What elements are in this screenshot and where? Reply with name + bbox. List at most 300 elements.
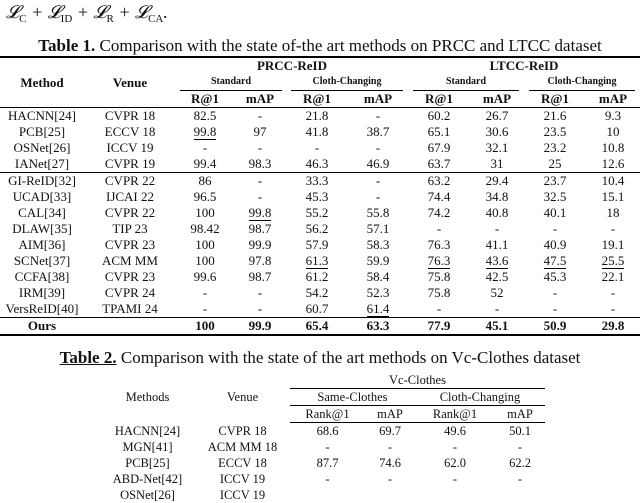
cell-text: 15.1 <box>602 189 625 204</box>
cell-text: 26.7 <box>486 108 509 123</box>
cell-text: - <box>258 285 262 300</box>
table-row <box>0 285 640 301</box>
cell-text: 98.7 <box>249 269 272 284</box>
cell-value <box>176 301 234 318</box>
cell-text: 75.8 <box>428 285 451 300</box>
t2-header-dataset: Vc-Clothes <box>290 372 545 389</box>
header-map: mAP <box>348 91 408 108</box>
cell-text: 57.9 <box>306 237 329 252</box>
cell-value <box>286 269 348 285</box>
cell-value <box>524 221 586 237</box>
cell-value <box>586 173 640 190</box>
cell-text: 45.3 <box>544 269 567 284</box>
cell-value <box>408 253 470 269</box>
cell-text: IRM[39] <box>19 285 65 300</box>
cell-venue <box>84 237 176 253</box>
cell-text: 100 <box>195 253 215 268</box>
header-map: mAP <box>234 91 286 108</box>
cell-value <box>408 124 470 140</box>
cell-text: 60.2 <box>428 108 451 123</box>
header-r1: R@1 <box>176 91 234 108</box>
cell-value <box>348 140 408 156</box>
cell-text: 29.8 <box>602 318 625 333</box>
cell-text: 100 <box>195 205 215 220</box>
cell-text: 97.8 <box>249 253 272 268</box>
cell-value <box>408 173 470 190</box>
cell-text: TPAMI 24 <box>102 301 158 316</box>
cell-value <box>348 253 408 269</box>
cell-text: 32.5 <box>544 189 567 204</box>
cell-text: ECCV 18 <box>105 124 156 139</box>
cell-method: ABD-Net[42] <box>100 471 195 487</box>
cell-value <box>348 318 408 336</box>
table1-body <box>0 108 640 336</box>
cell-text: 56.2 <box>306 221 329 236</box>
cell-text: - <box>315 140 319 155</box>
cell-venue <box>84 173 176 190</box>
loss-subscript-r: R <box>107 13 114 25</box>
cell-value: 50.1 <box>495 423 545 440</box>
cell-text: GI-ReID[32] <box>8 173 76 188</box>
cell-value: - <box>365 471 415 487</box>
cell-value: 62.0 <box>415 455 495 471</box>
cell-value <box>234 237 286 253</box>
table1 <box>0 56 640 336</box>
cell-text: 33.3 <box>306 173 329 188</box>
cell-value <box>408 269 470 285</box>
cell-text: - <box>258 140 262 155</box>
cell-text: - <box>495 221 499 236</box>
cell-value <box>586 124 640 140</box>
table-row-ours <box>0 318 640 336</box>
cell-value <box>286 140 348 156</box>
cell-venue <box>84 285 176 301</box>
cell-text: 99.4 <box>194 156 217 171</box>
t2-header-cloth-changing: Cloth-Changing <box>415 389 545 406</box>
table-row <box>0 237 640 253</box>
cell-text: 23.2 <box>544 140 567 155</box>
cell-value <box>408 108 470 125</box>
cell-value <box>524 318 586 336</box>
cell-method <box>0 221 84 237</box>
cell-value <box>234 189 286 205</box>
cell-value <box>408 221 470 237</box>
cell-text: CVPR 18 <box>105 108 155 123</box>
cell-text: ACM MM <box>102 253 158 268</box>
table-row <box>0 205 640 221</box>
cell-venue <box>84 318 176 336</box>
cell-value <box>348 285 408 301</box>
cell-value <box>365 487 415 503</box>
cell-value <box>234 269 286 285</box>
cell-value <box>176 156 234 173</box>
cell-value <box>524 189 586 205</box>
cell-text: OSNet[26] <box>13 140 70 155</box>
cell-method <box>0 318 84 336</box>
cell-value <box>524 140 586 156</box>
cell-value <box>470 108 524 125</box>
cell-text: 100 <box>195 237 215 252</box>
cell-value: 68.6 <box>290 423 365 440</box>
cell-text: 32.1 <box>486 140 509 155</box>
cell-method <box>0 253 84 269</box>
cell-value <box>286 124 348 140</box>
t2-header-rank1: Rank@1 <box>415 406 495 423</box>
cell-text: IANet[27] <box>15 156 69 171</box>
cell-value <box>290 487 365 503</box>
cell-value: - <box>415 439 495 455</box>
cell-value <box>470 318 524 336</box>
cell-value <box>408 156 470 173</box>
cell-text: - <box>258 108 262 123</box>
cell-text: IJCAI 22 <box>106 189 154 204</box>
t2-header-methods: Methods <box>100 372 195 423</box>
table1-caption-text: Comparison with the state of-the art methods on PRCC and LTCC dataset <box>95 36 601 55</box>
t2-header-map: mAP <box>365 406 415 423</box>
cell-text: 41.8 <box>306 124 329 139</box>
cell-value <box>408 237 470 253</box>
cell-venue <box>84 269 176 285</box>
cell-value <box>470 124 524 140</box>
cell-value: - <box>495 439 545 455</box>
cell-text: 25.5 <box>602 253 625 269</box>
cell-value <box>176 124 234 140</box>
table-row <box>100 455 545 471</box>
table-row <box>0 124 640 140</box>
cell-value <box>470 205 524 221</box>
cell-text: CVPR 22 <box>105 173 155 188</box>
header-ltcc-cloth: Cloth-Changing <box>529 74 636 91</box>
cell-method <box>0 237 84 253</box>
cell-venue <box>84 205 176 221</box>
cell-value <box>470 140 524 156</box>
cell-value <box>176 221 234 237</box>
cell-text: 45.1 <box>486 318 509 333</box>
cell-value <box>586 237 640 253</box>
header-method: Method <box>0 57 84 108</box>
cell-value <box>348 124 408 140</box>
cell-text: ICCV 19 <box>106 140 153 155</box>
cell-value <box>524 285 586 301</box>
cell-text: 98.3 <box>249 156 272 171</box>
cell-text: - <box>203 301 207 316</box>
cell-text: 67.9 <box>428 140 451 155</box>
cell-text: 10.8 <box>602 140 625 155</box>
cell-value <box>286 221 348 237</box>
cell-value <box>286 108 348 125</box>
cell-text: CVPR 24 <box>105 285 155 300</box>
cell-value <box>176 140 234 156</box>
cell-value <box>524 301 586 318</box>
cell-venue <box>84 253 176 269</box>
cell-value: - <box>495 471 545 487</box>
cell-value <box>586 253 640 269</box>
cell-text: 63.3 <box>367 318 390 333</box>
cell-value <box>586 205 640 221</box>
t2-header-same-clothes: Same-Clothes <box>290 389 415 406</box>
formula-period: . <box>163 2 168 22</box>
cell-text: 10.4 <box>602 173 625 188</box>
cell-text: 98.42 <box>190 221 219 236</box>
cell-value <box>586 156 640 173</box>
cell-value <box>176 269 234 285</box>
header-venue: Venue <box>84 57 176 108</box>
table-row <box>100 487 545 503</box>
cell-value <box>234 205 286 221</box>
cell-text: 61.4 <box>367 301 390 317</box>
header-ltcc-standard: Standard <box>413 74 520 91</box>
cell-value <box>176 237 234 253</box>
cell-method: PCB[25] <box>100 455 195 471</box>
table-row <box>0 173 640 190</box>
cell-value <box>348 301 408 318</box>
cell-text: - <box>611 285 615 300</box>
cell-text: 99.9 <box>249 318 272 333</box>
header-map: mAP <box>470 91 524 108</box>
cell-venue: ACM MM 18 <box>195 439 290 455</box>
cell-value <box>286 318 348 336</box>
cell-text: 55.8 <box>367 205 390 220</box>
cell-value <box>348 108 408 125</box>
cell-text: 96.5 <box>194 189 217 204</box>
table-row <box>0 108 640 125</box>
cell-text: - <box>437 221 441 236</box>
cell-value <box>234 108 286 125</box>
cell-text: 21.8 <box>306 108 329 123</box>
t2-header-rank1: Rank@1 <box>290 406 365 423</box>
cell-text: SCNet[37] <box>14 253 70 268</box>
cell-text: 29.4 <box>486 173 509 188</box>
cell-method: MGN[41] <box>100 439 195 455</box>
cell-method: OSNet[26] <box>100 487 195 503</box>
cell-text: CVPR 23 <box>105 237 155 252</box>
cell-value <box>586 269 640 285</box>
table2-body <box>100 423 545 503</box>
table-row <box>100 471 545 487</box>
cell-text: 76.3 <box>428 237 451 252</box>
cell-text: 45.3 <box>306 189 329 204</box>
cell-text: 12.6 <box>602 156 625 171</box>
cell-value <box>348 173 408 190</box>
cell-method <box>0 301 84 318</box>
cell-value: - <box>290 439 365 455</box>
cell-text: 63.7 <box>428 156 451 171</box>
cell-value <box>415 487 495 503</box>
t2-header-venue: Venue <box>195 372 290 423</box>
cell-text: - <box>553 285 557 300</box>
cell-venue <box>84 140 176 156</box>
cell-text: 47.5 <box>544 253 567 269</box>
cell-value <box>470 156 524 173</box>
cell-text: 63.2 <box>428 173 451 188</box>
cell-value <box>234 285 286 301</box>
cell-text: CVPR 19 <box>105 156 155 171</box>
cell-venue <box>84 189 176 205</box>
cell-text: 22.1 <box>602 269 625 284</box>
cell-text: 46.3 <box>306 156 329 171</box>
cell-value <box>495 487 545 503</box>
cell-text: 23.5 <box>544 124 567 139</box>
cell-text: 60.7 <box>306 301 329 316</box>
cell-text: 40.8 <box>486 205 509 220</box>
cell-value <box>348 156 408 173</box>
table2-caption-text: Comparison with the state of the art methods on Vc-Clothes dataset <box>117 348 581 367</box>
cell-text: - <box>376 140 380 155</box>
cell-text: 25 <box>549 156 562 171</box>
cell-text: - <box>258 173 262 188</box>
cell-text: CVPR 23 <box>105 269 155 284</box>
cell-value <box>470 301 524 318</box>
cell-text: 52 <box>491 285 504 300</box>
cell-value: - <box>415 471 495 487</box>
cell-text: 99.9 <box>249 237 272 252</box>
cell-value: 69.7 <box>365 423 415 440</box>
header-prcc-cloth: Cloth-Changing <box>291 74 403 91</box>
cell-text: 46.9 <box>367 156 390 171</box>
cell-text: 31 <box>491 156 504 171</box>
cell-text: 19.1 <box>602 237 625 252</box>
cell-value: - <box>290 471 365 487</box>
cell-text: 61.3 <box>306 253 329 269</box>
table-row <box>100 439 545 455</box>
cell-value <box>286 156 348 173</box>
cell-value: 49.6 <box>415 423 495 440</box>
cell-value <box>176 108 234 125</box>
cell-value <box>586 140 640 156</box>
cell-value <box>408 189 470 205</box>
cell-venue <box>84 221 176 237</box>
cell-text: CVPR 22 <box>105 205 155 220</box>
cell-text: 10 <box>607 124 620 139</box>
cell-text: Ours <box>28 318 56 333</box>
cell-method <box>0 269 84 285</box>
cell-value <box>408 205 470 221</box>
cell-venue <box>84 124 176 140</box>
cell-value <box>286 285 348 301</box>
cell-text: 99.8 <box>194 124 217 140</box>
table2-caption-label: Table 2. <box>60 348 117 367</box>
cell-method <box>0 108 84 125</box>
cell-value <box>470 189 524 205</box>
cell-text: 99.6 <box>194 269 217 284</box>
header-map: mAP <box>586 91 640 108</box>
cell-value <box>176 205 234 221</box>
cell-text: 18 <box>607 205 620 220</box>
cell-text: 59.9 <box>367 253 390 268</box>
cell-value: - <box>365 439 415 455</box>
cell-text: UCAD[33] <box>13 189 72 204</box>
cell-venue: ICCV 19 <box>195 471 290 487</box>
cell-value <box>234 318 286 336</box>
cell-text: 99.8 <box>249 205 272 221</box>
cell-value <box>524 108 586 125</box>
cell-value <box>234 253 286 269</box>
loss-subscript-id: ID <box>61 13 73 25</box>
table-row <box>0 156 640 173</box>
cell-value <box>176 285 234 301</box>
cell-value <box>586 301 640 318</box>
cell-value <box>348 269 408 285</box>
cell-venue: CVPR 18 <box>195 423 290 440</box>
header-r1: R@1 <box>524 91 586 108</box>
cell-text: - <box>553 301 557 316</box>
cell-value <box>176 189 234 205</box>
cell-value <box>470 221 524 237</box>
cell-value <box>348 189 408 205</box>
cell-text: 40.9 <box>544 237 567 252</box>
cell-text: - <box>437 301 441 316</box>
cell-value <box>470 253 524 269</box>
cell-value <box>586 108 640 125</box>
cell-value <box>524 173 586 190</box>
cell-text: 57.1 <box>367 221 390 236</box>
cell-venue: ICCV 19 <box>195 487 290 503</box>
cell-text: 43.6 <box>486 253 509 269</box>
cell-value <box>234 156 286 173</box>
table2-caption <box>0 348 640 368</box>
cell-value <box>586 285 640 301</box>
table2 <box>100 372 545 503</box>
cell-text: - <box>611 221 615 236</box>
cell-value <box>176 173 234 190</box>
cell-text: 50.9 <box>544 318 567 333</box>
loss-subscript-c: C <box>19 13 26 25</box>
table-row <box>0 301 640 318</box>
cell-text: 58.3 <box>367 237 390 252</box>
loss-formula: 𝓛$_C$ + 𝓛$_{ID}$ + 𝓛$_R$ + 𝓛$_{CA}$. <box>6 2 168 25</box>
table-row <box>0 140 640 156</box>
cell-value <box>348 237 408 253</box>
cell-text: 74.4 <box>428 189 451 204</box>
cell-method: HACNN[24] <box>100 423 195 440</box>
header-prcc-standard: Standard <box>180 74 281 91</box>
cell-value <box>286 237 348 253</box>
cell-value <box>586 318 640 336</box>
cell-value <box>524 237 586 253</box>
cell-value <box>524 156 586 173</box>
cell-text: 54.2 <box>306 285 329 300</box>
cell-value <box>234 301 286 318</box>
cell-value <box>408 285 470 301</box>
cell-text: 40.1 <box>544 205 567 220</box>
cell-text: 21.6 <box>544 108 567 123</box>
cell-text: - <box>203 140 207 155</box>
cell-value <box>348 205 408 221</box>
header-r1: R@1 <box>408 91 470 108</box>
cell-text: HACNN[24] <box>8 108 76 123</box>
cell-text: 30.6 <box>486 124 509 139</box>
cell-text: DLAW[35] <box>12 221 72 236</box>
cell-value <box>524 269 586 285</box>
cell-text: 65.1 <box>428 124 451 139</box>
cell-text: 61.2 <box>306 269 329 284</box>
cell-value <box>176 318 234 336</box>
cell-venue <box>84 108 176 125</box>
cell-text: - <box>376 189 380 204</box>
cell-venue <box>84 301 176 318</box>
cell-text: 55.2 <box>306 205 329 220</box>
cell-text: - <box>258 301 262 316</box>
cell-text: 77.9 <box>428 318 451 333</box>
cell-method <box>0 285 84 301</box>
cell-text: - <box>203 285 207 300</box>
cell-value <box>286 205 348 221</box>
cell-value <box>286 301 348 318</box>
cell-text: PCB[25] <box>19 124 65 139</box>
cell-text: 74.2 <box>428 205 451 220</box>
cell-value <box>524 124 586 140</box>
header-dataset-prcc: PRCC-ReID <box>176 57 408 74</box>
